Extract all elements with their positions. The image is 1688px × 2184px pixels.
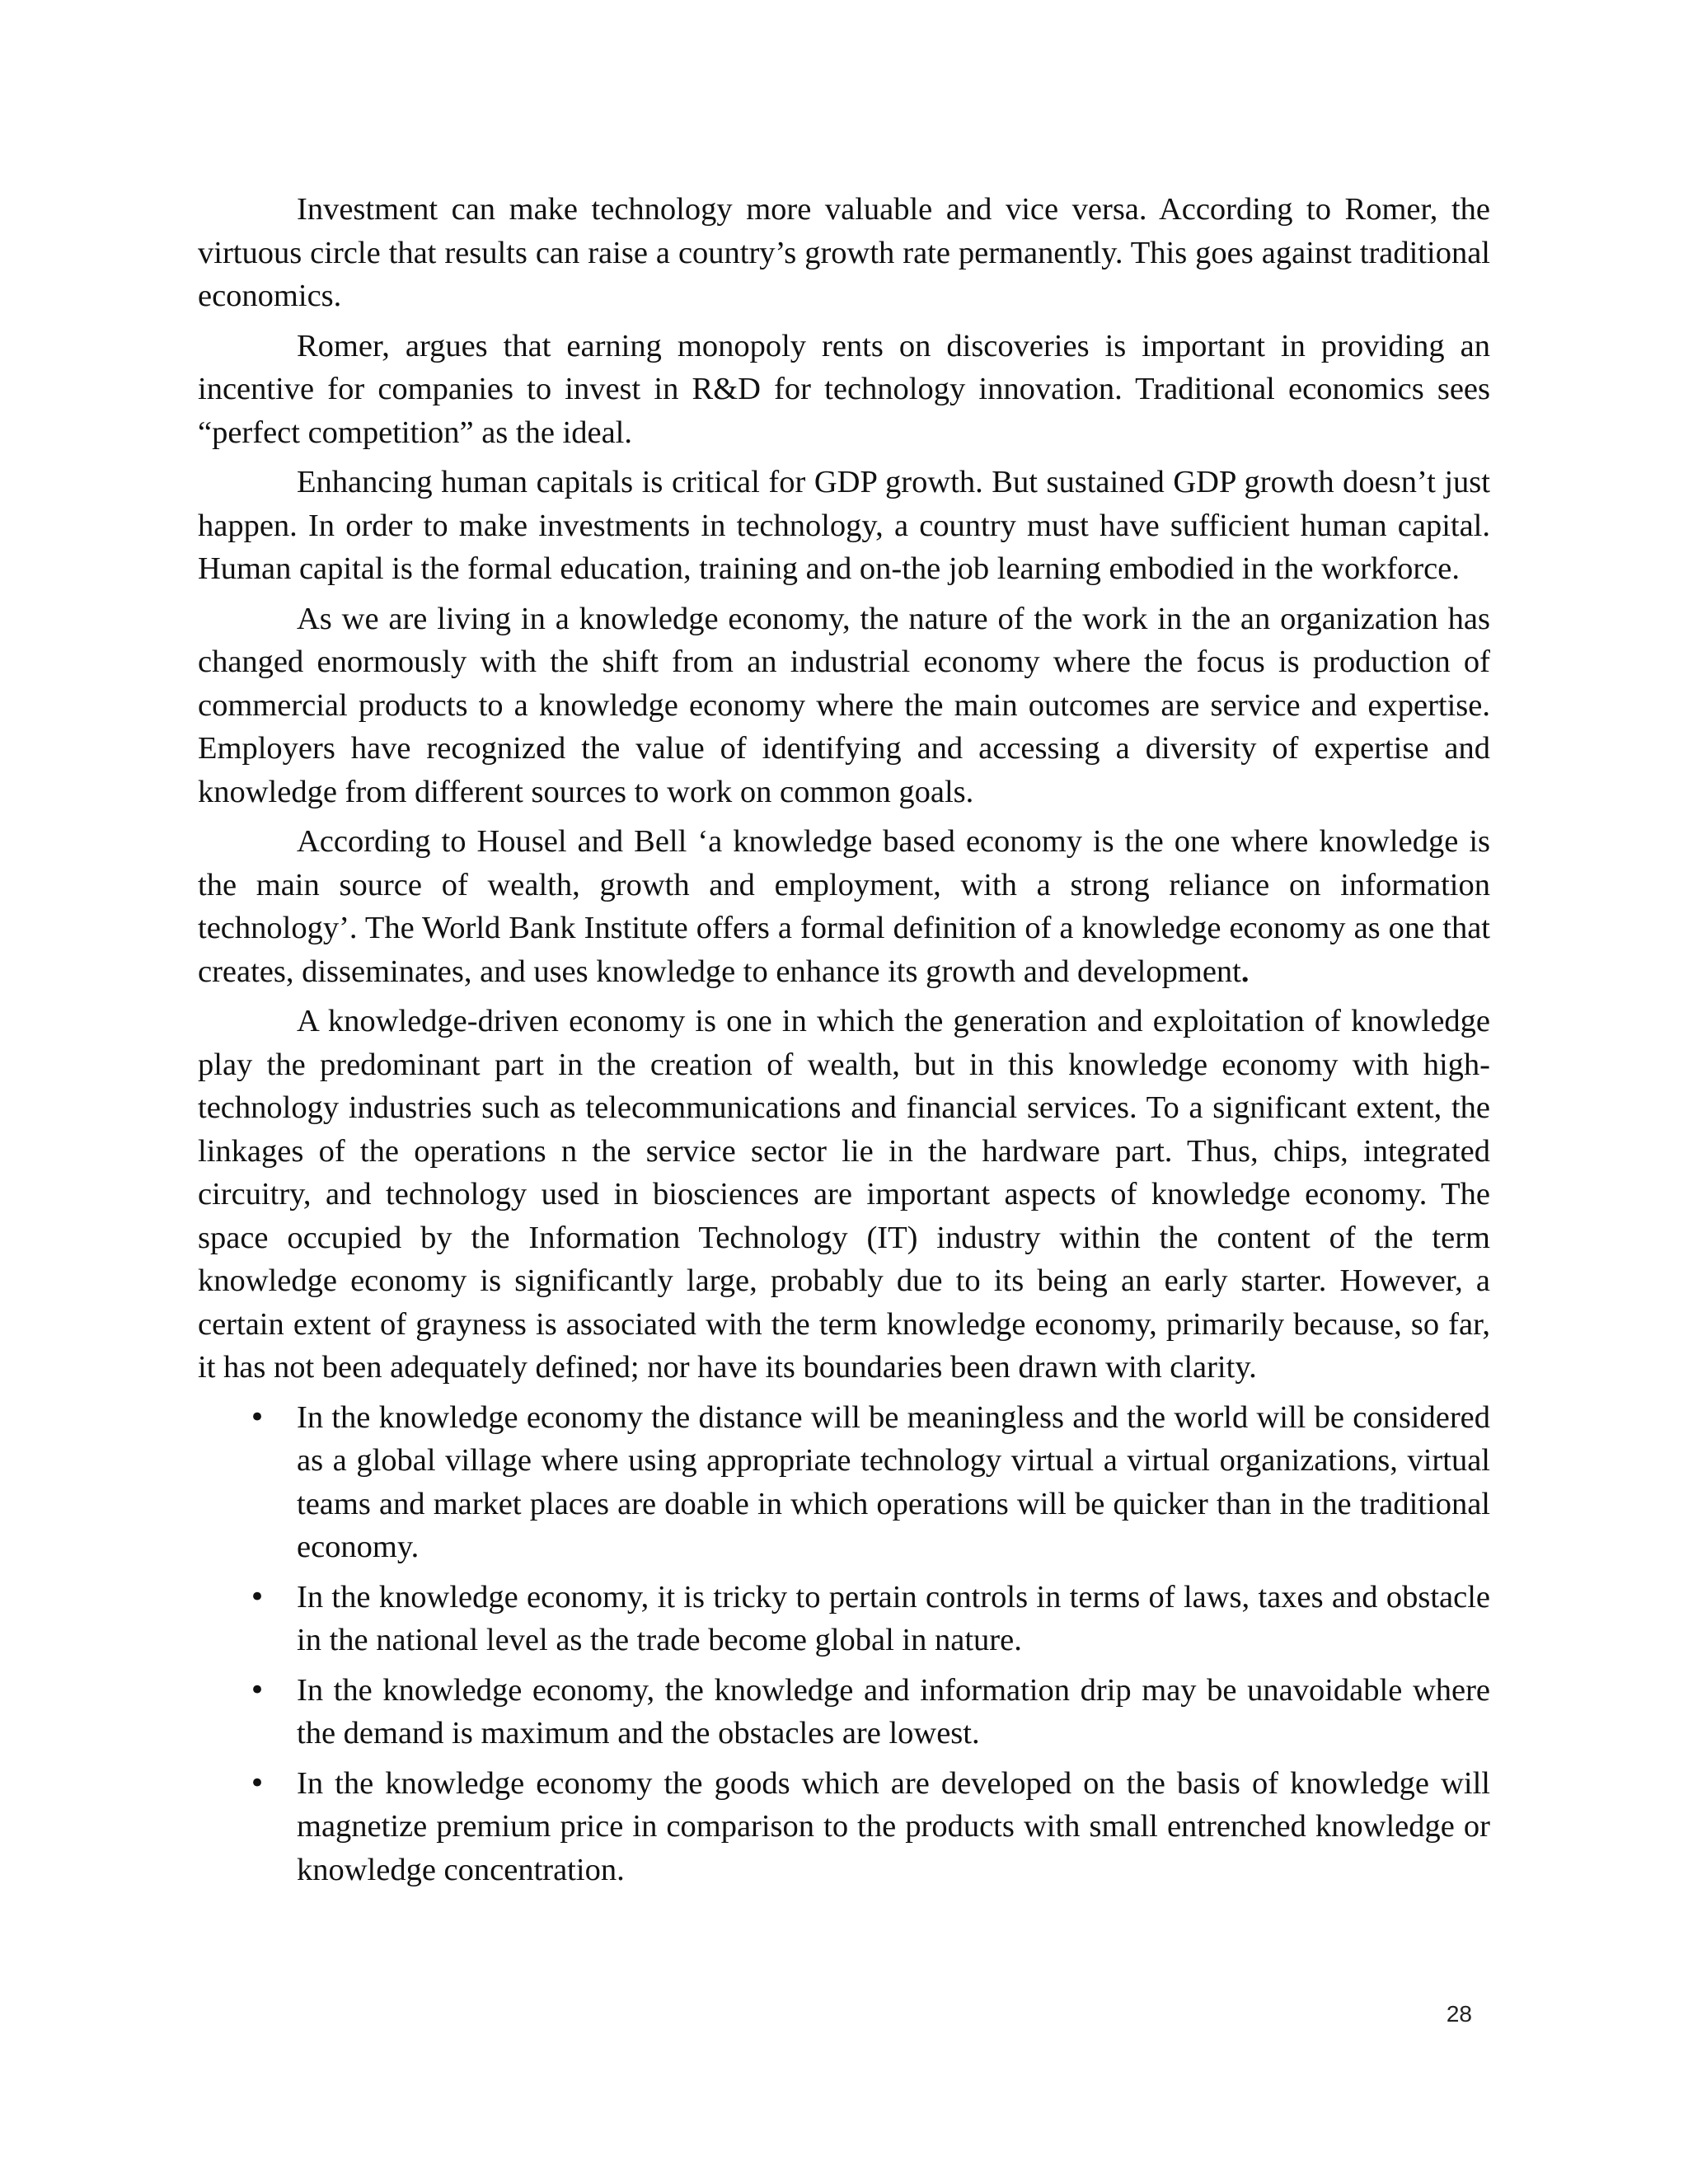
page-number: 28 (1446, 2001, 1472, 2027)
paragraph-human-capital: Enhancing human capitals is critical for GDP growth. But sustained GDP growth doesn’t just happen. In order to make investments in technology, a country must have sufficient human capital. Human capital is the formal education, training and on-the job learning embodied in the workforce. (198, 465, 1490, 586)
bullet-icon: • (249, 1673, 266, 1707)
paragraph-romer-investment: Investment can make technology more valuable and vice versa. According to Romer, the virtuous circle that results can raise a country’s growth rate permanently. This goes against traditional economics. (198, 192, 1490, 313)
bullet-icon: • (249, 1580, 266, 1614)
paragraph-knowledge-economy-work: As we are living in a knowledge economy, the nature of the work in the an organization has changed enormously with the shift from an industrial economy where the focus is production of commercial products to a knowledge economy where the main outcomes are service and expertise. Employers have recognized the value of identifying and accessing a diversity of expertise and knowledge from different sources to work on common goals. (198, 601, 1490, 809)
bullet-list (198, 1396, 1490, 1892)
bullet-text: In the knowledge economy the goods which are developed on the basis of knowledge will magnetize premium price in comparison to the products with small entrenched knowledge or knowledge concentration. (297, 1765, 1490, 1887)
paragraph-knowledge-driven-economy: A knowledge-driven economy is one in which the generation and exploitation of knowledge play the predominant part in the creation of wealth, but in this knowledge economy with high-technology industries such as telecommunications and financial services. To a significant extent, the linkages of the operations n the service sector lie in the hardware part. Thus, chips, integrated circuitry, and technology used in biosciences are important aspects of knowledge economy. The space occupied by the Information Technology (IT) industry within the content of the term knowledge economy is significantly large, probably due to its being an early starter. However, a certain extent of grayness is associated with the term knowledge economy, primarily because, so far, it has not been adequately defined; nor have its boundaries been drawn with clarity. (198, 1004, 1490, 1385)
list-item (198, 1669, 1490, 1755)
bullet-text: In the knowledge economy the distance will be meaningless and the world will be considered as a global village where using appropriate technology virtual a virtual organizations, virtual teams and market places are doable in which operations will be quicker than in the traditional economy. (297, 1399, 1490, 1564)
bullet-text: In the knowledge economy, the knowledge and information drip may be unavoidable where the demand is maximum and the obstacles are lowest. (297, 1672, 1490, 1750)
document-page (198, 188, 1490, 1898)
list-item (198, 1576, 1490, 1662)
bullet-icon: • (249, 1766, 266, 1800)
paragraph-monopoly-rents: Romer, argues that earning monopoly rents on discoveries is important in providing an incentive for companies to invest in R&D for technology innovation. Traditional economics sees “perfect competition” as the ideal. (198, 328, 1490, 450)
paragraph-housel-bell-text: According to Housel and Bell ‘a knowledge based economy is the one where knowledge is the main source of wealth, growth and employment, with a strong reliance on information technology’. The World Bank Institute offers a formal definition of a knowledge economy as one that creates, disseminates, and uses knowledge to enhance its growth and development (198, 824, 1490, 989)
paragraph-housel-bell-definition (198, 820, 1490, 993)
bullet-icon: • (249, 1400, 266, 1434)
bullet-text: In the knowledge economy, it is tricky to pertain controls in terms of laws, taxes and obstacle in the national level as the trade become global in nature. (297, 1579, 1490, 1657)
list-item (198, 1396, 1490, 1569)
paragraph-bold-period: . (1240, 954, 1250, 989)
list-item (198, 1762, 1490, 1892)
